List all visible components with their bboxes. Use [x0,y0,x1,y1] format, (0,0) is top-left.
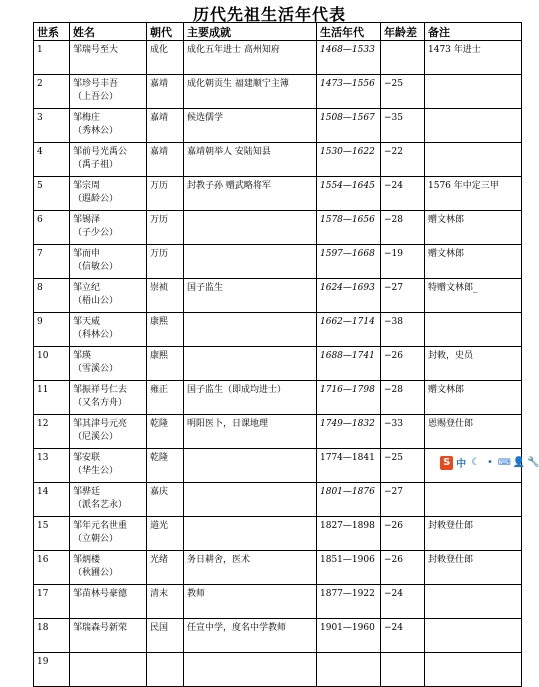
generation-cell: 18 [34,619,70,653]
generation-cell: 8 [34,279,70,313]
life-years-cell: 1801—1876 [317,483,381,517]
name-primary: 邹珍号丰吾 [73,79,119,89]
age-gap-cell: −28 [381,211,425,245]
dynasty-cell: 万历 [147,245,184,279]
name-primary: 邹宗周 [73,181,101,191]
name-primary: 邹瑞号至大 [73,45,119,55]
age-gap-cell: −26 [381,551,425,585]
age-gap-cell: −28 [381,381,425,415]
table-row [34,551,522,585]
table-header-row [34,23,522,41]
life-years-cell: 1530—1622 [317,143,381,177]
life-years-cell: 1901—1960 [317,619,381,653]
table-row [34,517,522,551]
age-gap-cell: −24 [381,619,425,653]
life-years-cell: 1597—1668 [317,245,381,279]
table-row [34,109,522,143]
achievement-cell [184,245,317,279]
dynasty-cell: 清末 [147,585,184,619]
note-cell: 1473 年进士 [425,41,522,75]
name-cell [70,177,147,211]
generation-cell: 3 [34,109,70,143]
dynasty-cell: 道光 [147,517,184,551]
achievement-cell: 嘉靖朝举人 安陆知县 [184,143,317,177]
age-gap-cell: −27 [381,483,425,517]
dynasty-cell: 康熙 [147,313,184,347]
age-gap-cell: −26 [381,347,425,381]
generation-cell: 9 [34,313,70,347]
achievement-cell [184,483,317,517]
dynasty-cell [147,653,184,687]
life-years-cell [317,653,381,687]
name-alias: （秋圃公） [73,568,119,578]
note-cell: 赠文林郎 [425,211,522,245]
life-years-cell: 1508—1567 [317,109,381,143]
note-cell: 赠文林郎 [425,245,522,279]
name-primary: 邹炳楼 [73,555,101,565]
note-cell [425,143,522,177]
name-alias: （立朝公） [73,534,119,544]
note-cell: 1576 年中定三甲 [425,177,522,211]
achievement-cell: 成化五年进士 高州知府 [184,41,317,75]
table-row-partial [34,653,522,687]
life-years-cell: 1716—1798 [317,381,381,415]
age-gap-cell: −38 [381,313,425,347]
generation-cell: 10 [34,347,70,381]
dynasty-cell: 成化 [147,41,184,75]
name-primary: 邹梅庄 [73,113,101,123]
name-alias: （梧山公） [73,296,119,306]
age-gap-cell [381,653,425,687]
dynasty-cell: 光绪 [147,551,184,585]
generation-cell: 7 [34,245,70,279]
table-row [34,41,522,75]
achievement-cell: 务日耕舍，医术 [184,551,317,585]
life-years-cell: 1473—1556 [317,75,381,109]
keyboard-icon[interactable]: ⌨ [497,457,511,468]
life-years-cell: 1662—1714 [317,313,381,347]
note-cell [425,313,522,347]
life-years-cell: 1774—1841 [317,449,381,483]
achievement-cell: 教师 [184,585,317,619]
header-generation: 世系 [34,23,70,41]
name-primary: 邹天威 [73,317,101,327]
dynasty-cell: 万历 [147,211,184,245]
age-gap-cell: −25 [381,449,425,483]
table-row [34,211,522,245]
achievement-cell: 候选儒学 [184,109,317,143]
name-alias: （雪溪公） [73,364,119,374]
header-age-gap: 年龄差 [381,23,425,41]
table-row [34,483,522,517]
dynasty-cell: 乾隆 [147,449,184,483]
header-life-years: 生活年代 [317,23,381,41]
name-cell [70,313,147,347]
life-years-cell: 1749—1832 [317,415,381,449]
achievement-cell [184,347,317,381]
dynasty-cell: 嘉庆 [147,483,184,517]
header-name: 姓名 [70,23,147,41]
age-gap-cell: −25 [381,75,425,109]
age-gap-cell: −35 [381,109,425,143]
name-cell [70,143,147,177]
generation-cell: 19 [34,653,70,687]
life-years-cell: 1578—1656 [317,211,381,245]
achievement-cell: 国子监生（即成均进士） [184,381,317,415]
name-cell [70,585,147,619]
generation-cell: 6 [34,211,70,245]
life-years-cell: 1468—1533 [317,41,381,75]
name-alias: （遐龄公） [73,194,119,204]
dynasty-cell: 雍正 [147,381,184,415]
name-primary: 邹锡泽 [73,215,101,225]
table-row [34,245,522,279]
life-years-cell: 1688—1741 [317,347,381,381]
name-alias: （子少公） [73,228,119,238]
name-primary: 邹振祥号仁去 [73,385,128,395]
table-row [34,619,522,653]
generation-cell: 12 [34,415,70,449]
note-cell [425,75,522,109]
dynasty-cell: 崇祯 [147,279,184,313]
table-row [34,585,522,619]
table-row [34,415,522,449]
moon-icon[interactable]: ☾ [471,457,481,468]
table-row [34,143,522,177]
name-cell [70,619,147,653]
name-cell [70,551,147,585]
achievement-cell: 国子监生 [184,279,317,313]
user-icon[interactable]: 👤 [512,457,526,468]
header-note: 备注 [425,23,522,41]
name-primary: 邹骅廷 [73,487,101,497]
name-primary: 邹立纪 [73,283,101,293]
name-primary: 邹其津号元亮 [73,419,128,429]
table-row [34,347,522,381]
name-primary: 邹苗林号豪德 [73,589,128,599]
life-years-cell: 1554—1645 [317,177,381,211]
age-gap-cell: −27 [381,279,425,313]
name-primary: 邹年元名世重 [73,521,128,531]
age-gap-cell: −33 [381,415,425,449]
dynasty-cell: 民国 [147,619,184,653]
name-cell [70,381,147,415]
table-row [34,177,522,211]
header-dynasty: 朝代 [147,23,184,41]
name-cell [70,483,147,517]
s-logo-icon[interactable]: S [440,456,453,470]
note-cell: 封敕登仕郎 [425,517,522,551]
name-alias: （尼溪公） [73,432,119,442]
name-cell [70,41,147,75]
name-alias: （华生公） [73,466,119,476]
name-primary: 邹前号光禹公 [73,147,128,157]
name-alias: （信敏公） [73,262,119,272]
name-cell [70,211,147,245]
dynasty-cell: 嘉靖 [147,143,184,177]
name-primary: 邹而申 [73,249,101,259]
name-alias: （科林公） [73,330,119,340]
name-cell [70,449,147,483]
life-years-cell: 1827—1898 [317,517,381,551]
dynasty-cell: 乾隆 [147,415,184,449]
name-alias: （禹子祖） [73,160,119,170]
age-gap-cell: −22 [381,143,425,177]
generation-cell: 2 [34,75,70,109]
table-row [34,313,522,347]
life-years-cell: 1877—1922 [317,585,381,619]
name-primary: 邹瑛 [73,351,92,361]
note-cell [425,619,522,653]
generation-cell: 16 [34,551,70,585]
achievement-cell [184,313,317,347]
name-cell [70,653,147,687]
age-gap-cell: −24 [381,177,425,211]
note-cell: 恩赐登仕郎 [425,415,522,449]
achievement-cell: 成化朝贡生 福建顺宁主簿 [184,75,317,109]
age-gap-cell: −26 [381,517,425,551]
note-cell [425,483,522,517]
generation-cell: 13 [34,449,70,483]
ime-toolbar[interactable] [440,455,539,470]
header-achievement: 主要成就 [184,23,317,41]
generation-cell: 14 [34,483,70,517]
note-cell [425,109,522,143]
note-cell [425,585,522,619]
name-cell [70,347,147,381]
age-gap-cell: −24 [381,585,425,619]
name-cell [70,109,147,143]
chinese-mode-icon[interactable]: 中 [456,459,467,470]
name-alias: （又名方舟） [73,398,128,408]
name-cell [70,517,147,551]
achievement-cell: 明阳医卜，日课地理 [184,415,317,449]
dynasty-cell: 万历 [147,177,184,211]
achievement-cell [184,211,317,245]
age-gap-cell: −19 [381,245,425,279]
page-title: 历代先祖生活年代表 [192,5,346,24]
dynasty-cell: 嘉靖 [147,109,184,143]
note-cell: 封敕，史员 [425,347,522,381]
wrench-icon[interactable]: 🔧 [527,457,539,468]
achievement-cell: 任宣中学，度名中学教师 [184,619,317,653]
name-cell [70,279,147,313]
generation-cell: 1 [34,41,70,75]
table-row [34,381,522,415]
age-gap-cell [381,41,425,75]
generation-cell: 5 [34,177,70,211]
generation-cell: 17 [34,585,70,619]
achievement-cell [184,449,317,483]
name-cell [70,415,147,449]
generation-cell: 4 [34,143,70,177]
note-cell: 赠文林郎 [425,381,522,415]
punctuation-icon[interactable]: • [487,457,493,468]
achievement-cell [184,653,317,687]
name-alias: （秀林公） [73,126,119,136]
note-cell [425,653,522,687]
name-primary: 邹瑞森号新荣 [73,623,128,633]
note-cell: 封敕登仕郎 [425,551,522,585]
name-primary: 邹安联 [73,453,101,463]
generation-cell: 11 [34,381,70,415]
name-alias: （上吾公） [73,92,119,102]
life-years-cell: 1851—1906 [317,551,381,585]
achievement-cell [184,517,317,551]
genealogy-table [33,22,522,687]
table-row [34,75,522,109]
note-cell: 特赠文林郎_ [425,279,522,313]
life-years-cell: 1624—1693 [317,279,381,313]
name-alias: （派名艺永） [73,500,128,510]
dynasty-cell: 嘉靖 [147,75,184,109]
name-cell [70,75,147,109]
name-cell [70,245,147,279]
achievement-cell: 封教子孙 赠武略将军 [184,177,317,211]
generation-cell: 15 [34,517,70,551]
dynasty-cell: 康熙 [147,347,184,381]
table-row [34,279,522,313]
